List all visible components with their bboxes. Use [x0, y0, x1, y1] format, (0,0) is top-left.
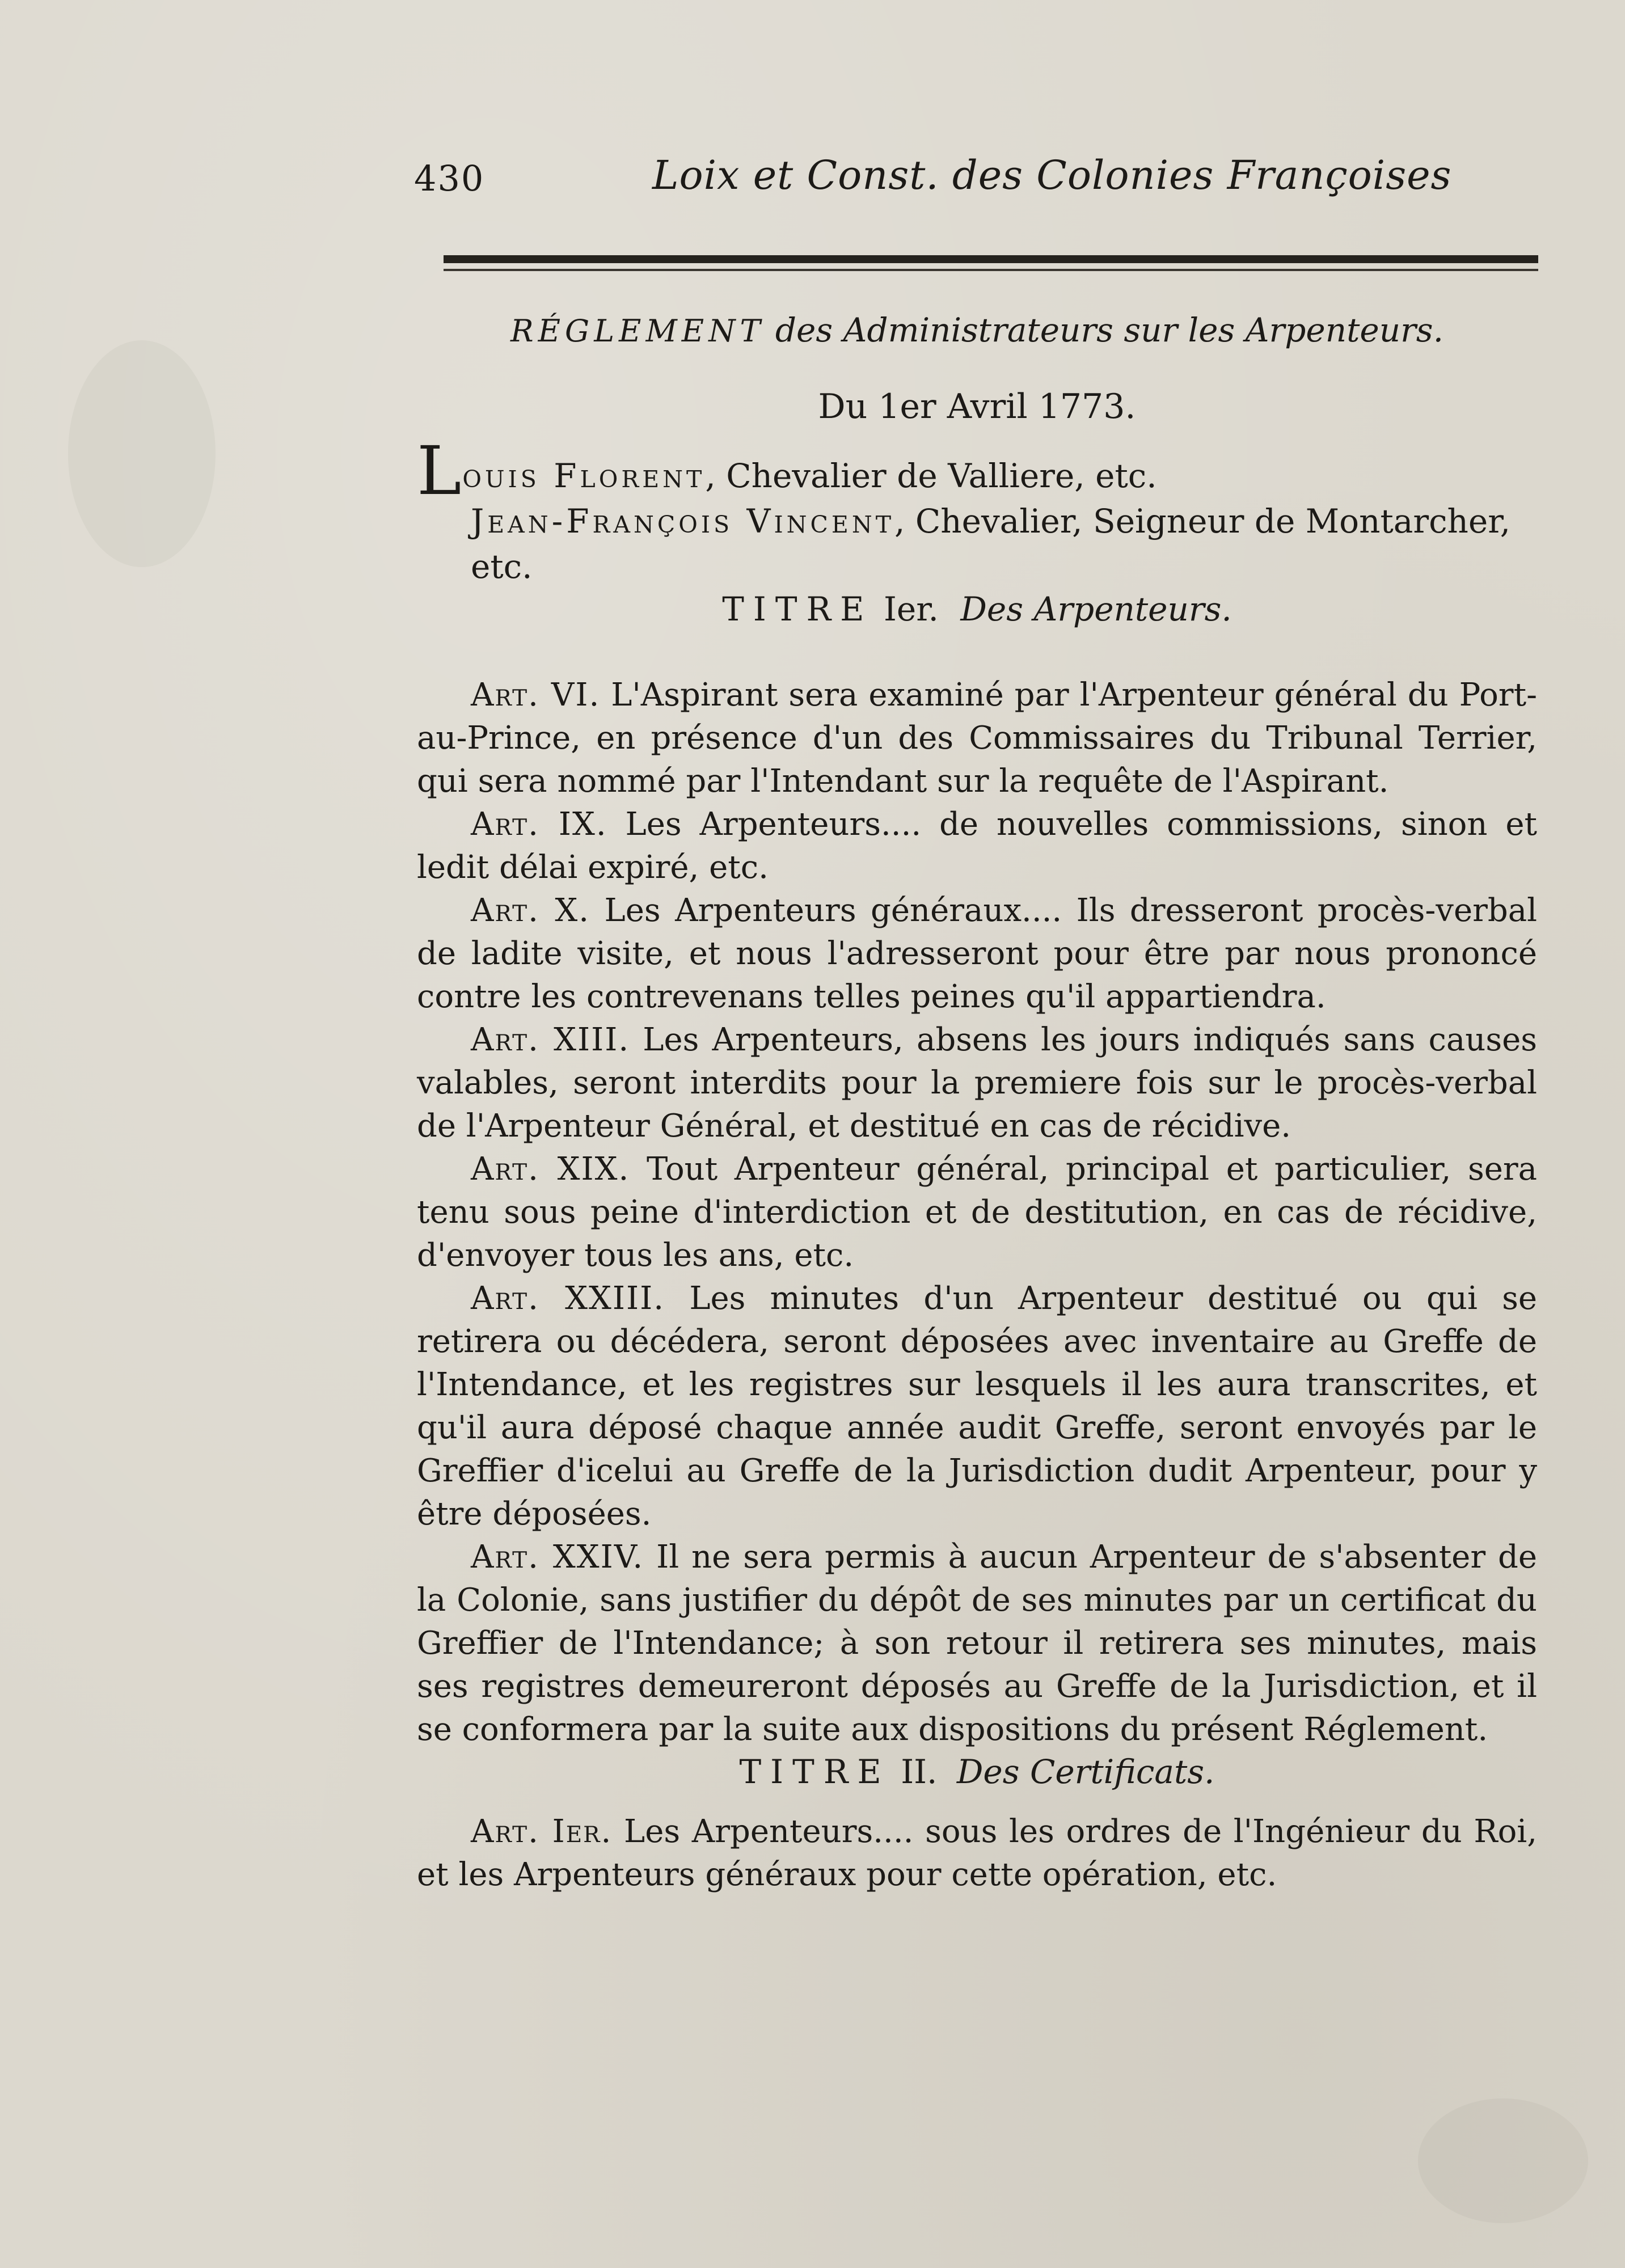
paper-stain: [68, 340, 216, 567]
signatory-2: [417, 499, 1537, 589]
article-text: L'Aspirant sera examiné par l'Arpenteur général du Port-au-Prince, en présence d'un des Commissaires du Tribunal Terrier, qui sera nommé par l'Intendant sur la requête de l'Aspirant.: [417, 677, 1537, 800]
paper-stain: [1418, 2098, 1588, 2223]
section-heading-1-subtitle: Des Arpenteurs.: [960, 590, 1232, 628]
article-text: Tout Arpenteur général, principal et particulier, sera tenu sous peine d'interdiction et de destitution, en cas de récidive, d'envoyer tous les ans, etc.: [417, 1151, 1537, 1274]
running-head: Loix et Const. des Colonies Françoises: [652, 152, 1452, 198]
article: [417, 1019, 1537, 1148]
article-text: Les minutes d'un Arpenteur destitué ou qui se retirera ou décédera, seront déposées avec inventaire au Greffe de l'Intendance, et les registres sur lesquels il les aura transcrites, et qu'il aura déposé chaque année audit Greffe, seront envoyés par le Greffier d'icelui au Greffe de la Jurisdiction dudit Arpenteur, pour y être déposées.: [417, 1280, 1537, 1532]
section-heading-2: [417, 1752, 1537, 1791]
signatories: [417, 432, 1537, 589]
rule-thick: [444, 255, 1538, 263]
article-label: Art. XIII.: [471, 1021, 630, 1058]
signatory-1-title: , Chevalier de Valliere, etc.: [705, 457, 1157, 495]
title-word: RÉGLEMENT: [510, 313, 765, 349]
drop-cap: L: [417, 432, 462, 510]
page-header: [414, 152, 1537, 214]
article-text: Les Arpenteurs.... sous les ordres de l'Ingénieur du Roi, et les Arpenteurs généraux pour cette opération, etc.: [417, 1813, 1537, 1893]
article-label: Art. XXIV.: [471, 1539, 644, 1576]
signatory-2-title: , Chevalier, Seigneur de Montarcher, etc.: [471, 502, 1511, 586]
document-title: [417, 311, 1537, 349]
document-date: Du 1er Avril 1773.: [818, 387, 1136, 426]
section-heading-2-subtitle: Des Certificats.: [956, 1752, 1215, 1791]
article: [417, 1536, 1537, 1751]
article-text: Il ne sera permis à aucun Arpenteur de s'absenter de la Colonie, sans justifier du dépôt de ses minutes par un certificat du Greffier de l'Intendance; à son retour il retirera ses minutes, mais ses registres demeureront déposés au Greffe de la Jurisdiction, et il se conformera par la suite aux dispositions du présent Réglement.: [417, 1539, 1537, 1748]
signatory-1-name: ouis Florent: [462, 457, 706, 495]
articles-section-2: [417, 1810, 1537, 1897]
section-heading-1: [417, 590, 1537, 628]
article: [417, 889, 1537, 1019]
section-heading-2-label: TITRE: [739, 1752, 890, 1791]
page-number: 430: [414, 158, 485, 199]
rule-thin: [444, 269, 1538, 271]
article: [417, 1810, 1537, 1897]
article: [417, 674, 1537, 803]
article-label: Art. Ier.: [471, 1813, 613, 1850]
section-heading-1-number: Ier.: [883, 590, 939, 628]
article: [417, 803, 1537, 889]
article: [417, 1148, 1537, 1277]
signatory-1: [417, 432, 1537, 510]
article-label: Art. X.: [471, 892, 590, 929]
article-label: Art. VI.: [471, 677, 601, 713]
section-heading-1-label: TITRE: [722, 590, 873, 628]
signatory-2-name: Jean-François Vincent: [471, 502, 895, 540]
articles-section-1: [417, 674, 1537, 1751]
article-label: Art. XIX.: [471, 1151, 630, 1188]
article-label: Art. XXIII.: [471, 1280, 665, 1317]
article-text: Les Arpenteurs.... de nouvelles commissions, sinon et ledit délai expiré, etc.: [417, 806, 1537, 886]
section-heading-2-number: II.: [901, 1752, 938, 1791]
article-text: Les Arpenteurs, absens les jours indiqués sans causes valables, seront interdits pour la premiere fois sur le procès-verbal de l'Arpenteur Général, et destitué en cas de récidive.: [417, 1021, 1537, 1144]
article-label: Art. IX.: [471, 806, 607, 843]
article-text: Les Arpenteurs généraux.... Ils dresseront procès-verbal de ladite visite, et nous l'adresseront pour être par nous prononcé contre les contrevenans telles peines qu'il appartiendra.: [417, 892, 1537, 1015]
title-rest: des Administrateurs sur les Arpenteurs.: [775, 311, 1444, 349]
article: [417, 1277, 1537, 1536]
